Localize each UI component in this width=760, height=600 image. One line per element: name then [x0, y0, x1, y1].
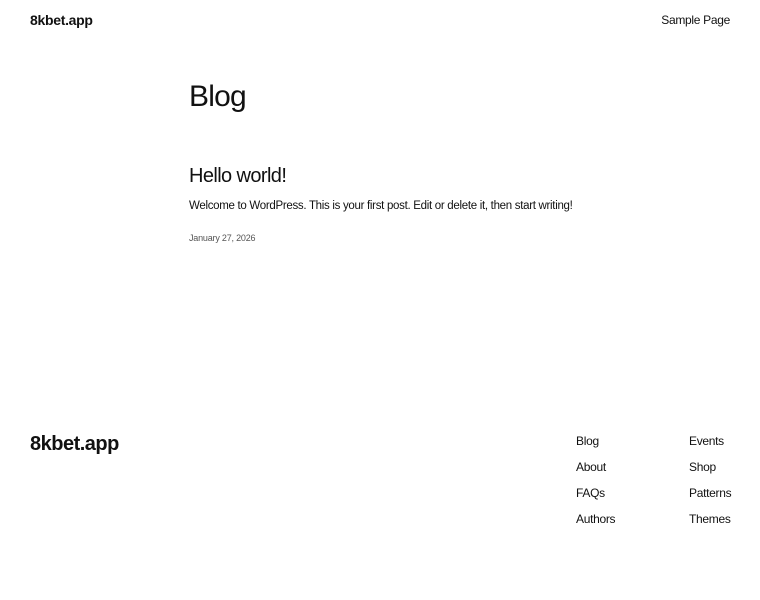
site-header [0, 0, 760, 44]
footer-nav-column-1 [576, 434, 615, 538]
footer-site-title-link[interactable]: 8kbet.app [30, 433, 119, 455]
post-title-link[interactable]: Hello world! [189, 165, 287, 187]
post-date-link[interactable]: January 27, 2026 [189, 233, 256, 243]
nav-item-sample-page[interactable]: Sample Page [661, 13, 730, 27]
page-title: Blog [189, 80, 246, 113]
footer-nav-column-2 [689, 434, 731, 538]
footer-link-shop[interactable]: Shop [689, 460, 716, 474]
site-footer [0, 420, 760, 560]
footer-link-faqs[interactable]: FAQs [576, 486, 605, 500]
footer-link-themes[interactable]: Themes [689, 512, 731, 526]
footer-link-blog[interactable]: Blog [576, 434, 599, 448]
footer-link-events[interactable]: Events [689, 434, 724, 448]
post-excerpt: Welcome to WordPress. This is your first post. Edit or delete it, then start writing! [189, 200, 573, 212]
footer-link-about[interactable]: About [576, 460, 606, 474]
site-title-link[interactable]: 8kbet.app [30, 12, 93, 28]
footer-link-patterns[interactable]: Patterns [689, 486, 732, 500]
footer-link-authors[interactable]: Authors [576, 512, 616, 526]
